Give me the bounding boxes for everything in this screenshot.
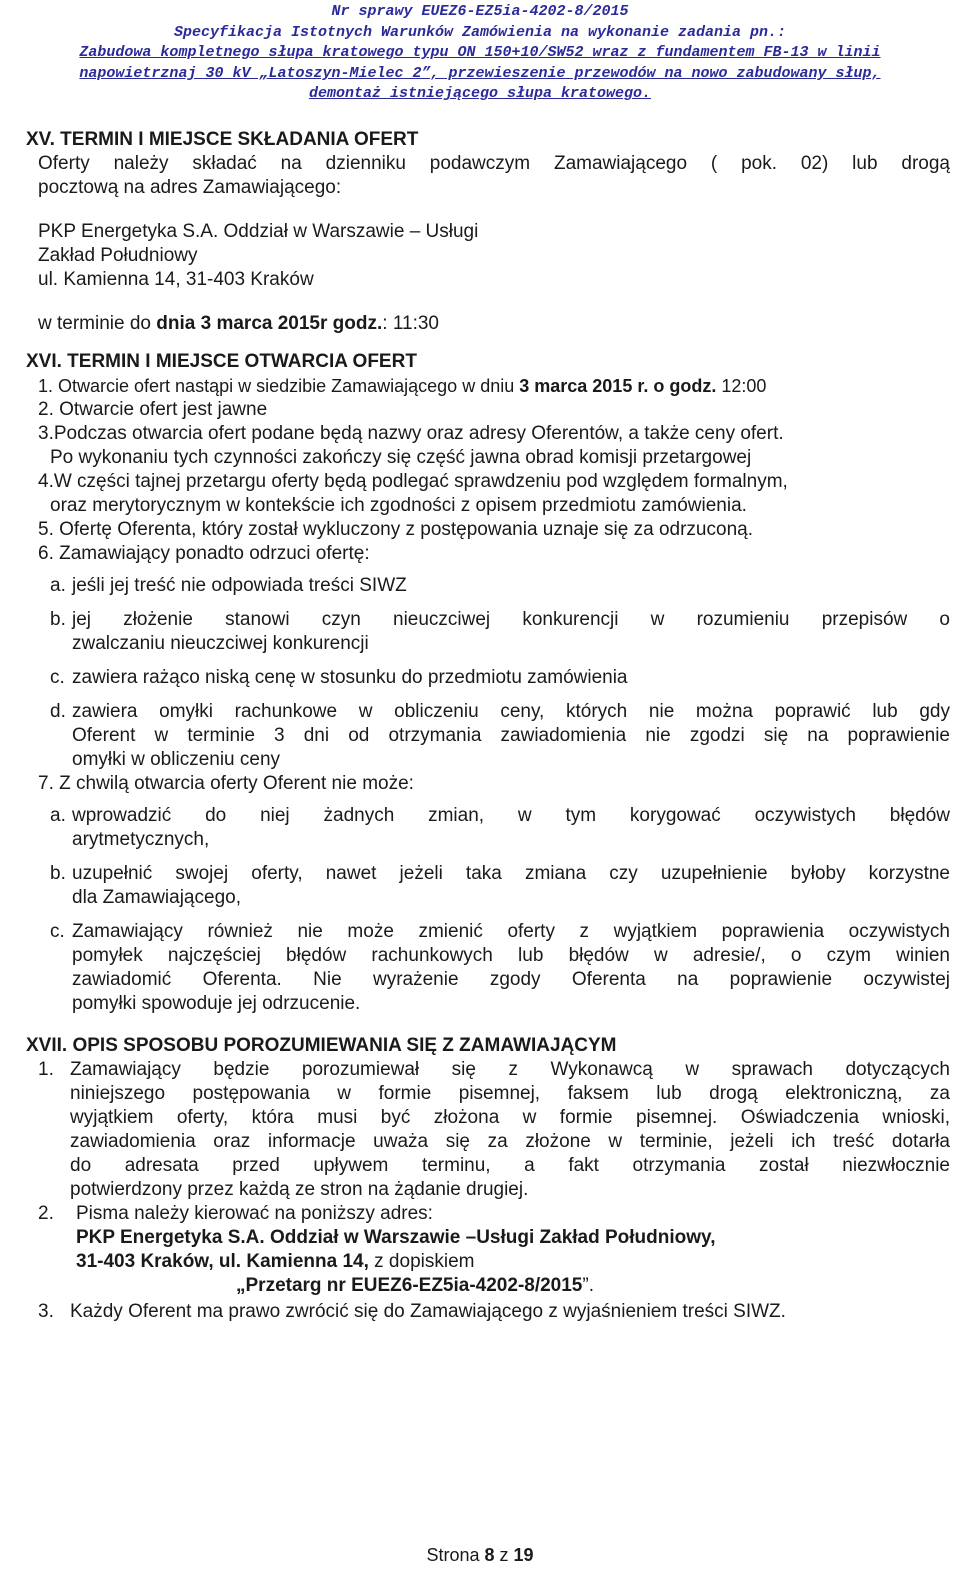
address-line-3: ul. Kamienna 14, 31-403 Kraków xyxy=(38,269,314,290)
cannot-c: c. Zamawiający również nie może zmienić oferty z wyjątkiem poprawienia oczywistych pomyłek najczęściej błędów rachunkowych lub błędów w adresie/, o czym winien zawiadomić Oferenta. Nie wyrażenie zgody Oferenta na poprawienie oczywistej pomyłki spowoduje jej odrzucenie. xyxy=(50,921,950,1014)
address-bold: PKP Energetyka S.A. Oddział w Warszawie –Usługi Zakład Południowy, xyxy=(76,1227,716,1248)
xvi-item-2: 2. Otwarcie ofert jest jawne xyxy=(38,399,268,420)
address-city: 31-403 Kraków, ul. Kamienna 14, z dopiskiem xyxy=(76,1251,475,1272)
cannot-b: b. uzupełnić swojej oferty, nawet jeżeli taka zmiana czy uzupełnienie byłoby korzystne dla Zamawiającego, xyxy=(50,863,950,908)
section-xvi-title: XVI. TERMIN I MIEJSCE OTWARCIA OFERT xyxy=(26,351,417,372)
section-xvii-title: XVII. OPIS SPOSOBU POROZUMIEWANIA SIĘ Z ZAMAWIAJĄCYM xyxy=(26,1035,617,1056)
deadline: w terminie do dnia 3 marca 2015r godz.: 11:30 xyxy=(38,313,439,334)
case-number: Nr sprawy EUEZ6-EZ5ia-4202-8/2015 xyxy=(331,3,629,20)
xvii-item-3: 3. Każdy Oferent ma prawo zwrócić się do Zamawiającego z wyjaśnieniem treści SIWZ. xyxy=(38,1301,786,1322)
tender-label: „Przetarg nr EUEZ6-EZ5ia-4202-8/2015”. xyxy=(236,1275,594,1296)
xvii-item-2: 2. Pisma należy kierować na poniższy adres: PKP Energetyka S.A. Oddział w Warszawie –Usługi Zakład Południowy, 31-403 Kraków, ul. Kamienna 14, z dopiskiem „Przetarg nr EUEZ6-EZ5ia-4202-8/2015”. xyxy=(26,1202,950,1298)
document-header xyxy=(0,0,960,105)
reject-a: a. jeśli jej treść nie odpowiada treści SIWZ xyxy=(50,575,407,596)
section-xv-text-1: Oferty należy składać na dzienniku podawczym Zamawiającego ( pok. 02) lub drogą xyxy=(38,153,950,174)
total-pages: 19 xyxy=(513,1545,534,1565)
reject-c: c. zawiera rażąco niską cenę w stosunku do przedmiotu zamówienia xyxy=(50,667,628,688)
xvi-item-6: 6. Zamawiający ponadto odrzuci ofertę: xyxy=(38,543,370,564)
section-xv-title: XV. TERMIN I MIEJSCE SKŁADANIA OFERT xyxy=(26,129,419,150)
task-line-1: Zabudowa kompletnego słupa kratowego typu ON 150+10/SW52 wraz z fundamentem FB-13 w linii xyxy=(79,44,881,62)
xvi-item-3: 3.Podczas otwarcia ofert podane będą nazwy oraz adresy Oferentów, a także ceny ofert. xyxy=(38,423,784,444)
task-line-2: napowietrznaj 30 kV „Latoszyn-Mielec 2”, przewieszenie przewodów na nowo zabudowany słup, xyxy=(79,64,881,82)
spec-title: Specyfikacja Istotnych Warunków Zamówienia na wykonanie zadania pn.: xyxy=(173,23,787,41)
address-line-2: Zakład Południowy xyxy=(38,245,198,266)
address-line-1: PKP Energetyka S.A. Oddział w Warszawie – Usługi xyxy=(38,221,479,242)
xvi-item-7: 7. Z chwilą otwarcia oferty Oferent nie może: xyxy=(38,773,414,794)
task-line-3: demontaż istniejącego słupa kratowego. xyxy=(308,85,652,103)
current-page: 8 xyxy=(484,1545,495,1565)
reject-d: d. zawiera omyłki rachunkowe w obliczeniu ceny, których nie można poprawić lub gdy Oferent w terminie 3 dni od otrzymania zawiadomienia nie zgodzi się na poprawienie omyłki w obliczeniu ceny xyxy=(50,701,950,770)
xvi-item-4: 4.W części tajnej przetargu oferty będą podlegać sprawdzeniu pod względem formalnym, xyxy=(38,471,788,492)
xvi-item-5: 5. Ofertę Oferenta, który został wykluczony z postępowania uznaje się za odrzuconą. xyxy=(38,519,753,540)
cannot-a: a. wprowadzić do niej żadnych zmian, w tym korygować oczywistych błędów arytmetycznych, xyxy=(50,805,950,850)
xvii-item-1: 1. Zamawiający będzie porozumiewał się z Wykonawcą w sprawach dotyczących niniejszego postępowania w formie pisemnej, faksem lub drogą elektroniczną, za wyjątkiem oferty, która musi być złożona w formie pisemnej. Oświadczenia wnioski, zawiadomienia oraz informacje uważa się za złożone w terminie, jeżeli ich treść dotarła do adresata przed upływem terminu, a fakt otrzymania został niezwłocznie potwierdzony przez każdą ze stron na żądanie drugiej. xyxy=(38,1059,950,1200)
xvi-item-4-cont: oraz merytorycznym w kontekście ich zgodności z opisem przedmiotu zamówienia. xyxy=(50,495,747,516)
document-body xyxy=(26,128,950,1324)
section-xv-text-2: pocztową na adres Zamawiającego: xyxy=(38,177,342,198)
page-footer: Strona 8 z 19 xyxy=(426,1545,534,1565)
reject-b: b. jej złożenie stanowi czyn nieuczciwej konkurencji w rozumieniu przepisów o zwalczaniu nieuczciwej konkurencji xyxy=(50,609,950,654)
xvi-item-1: 1. Otwarcie ofert nastąpi w siedzibie Zamawiającego w dniu 3 marca 2015 r. o godz. 12:00 xyxy=(38,376,767,396)
xvi-item-3-cont: Po wykonaniu tych czynności zakończy się część jawna obrad komisji przetargowej xyxy=(50,447,752,468)
